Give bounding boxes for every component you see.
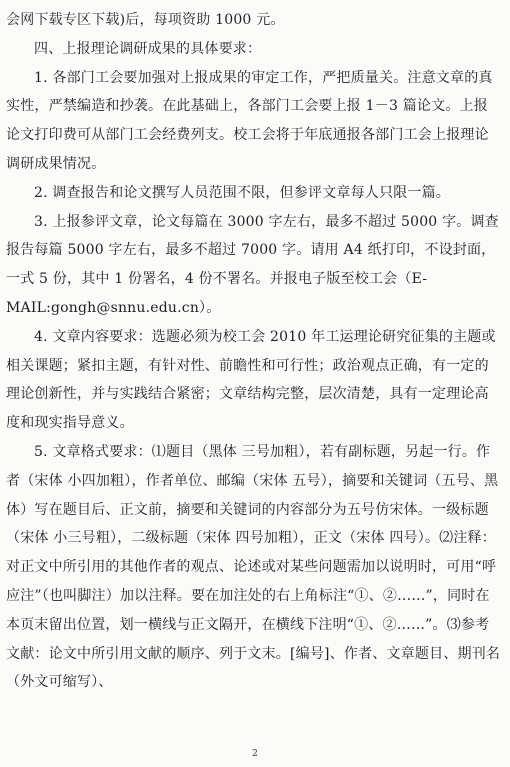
page-number: 2 <box>252 749 258 759</box>
section-heading: 四、上报理论调研成果的具体要求： <box>34 40 262 57</box>
paragraph-item-5: 5. 文章格式要求：⑴题目（黑体 三号加粗），若有副标题，另起一行。作者（宋体 小四加粗），作者单位、邮编（宋体 五号），摘要和关键词（五号、黑体）写在题目后、正文前，摘要和关键词的内容部分为五号仿宋体。一级标题（宋体 小三号粗），二级标题（宋体 四号加粗），正文（宋体 四号）。⑵注释：对正文中所引用的其他作者的观点、论述或对某些问题需加以说明时，可用“呼应注”（也叫脚注）加以注释。要在加注处的右上角标注“①、②……”，同时在本页末留出位置，划一横线与正文隔开，在横线下注明“①、②……”。⑶参考文献：论文中所引用文献的顺序、列于文末。[编号]、作者、文章题目、期刊名（外文可缩写）、 <box>6 443 501 691</box>
document-body <box>6 6 502 697</box>
paragraph-continuation: 会网下载专区下载)后，每项资助 1000 元。 <box>6 12 285 28</box>
paragraph-item-2: 2. 调查报告和论文撰写人员范围不限，但参评文章每人只限一篇。 <box>34 184 451 201</box>
paragraph-item-4: 4. 文章内容要求：选题必须为校工会 2010 年工运理论研究征集的主题或相关课题；紧扣主题，有针对性、前瞻性和可行性；政治观点正确，有一定的理论创新性，并与实践结合紧密；文章结构完整，层次清楚，具有一定理论高度和现实指导意义。 <box>6 328 496 432</box>
paragraph-item-3: 3. 上报参评文章，论文每篇在 3000 字左右，最多不超过 5000 字。调查报告每篇 5000 字左右，最多不超过 7000 字。请用 A4 纸打印，不设封面，一式 5 份，其中 1 份署名，4 份不署名。并报电子版至校工会（E-MAIL:gongh@snnu.edu.cn）。 <box>6 213 499 316</box>
paragraph-item-1: 1. 各部门工会要加强对上报成果的审定工作，严把质量关。注意文章的真实性，严禁编造和抄袭。在此基础上，各部门工会要上报 1－3 篇论文。上报论文打印费可从部门工会经费列支。校工会将于年底通报各部门工会上报理论调研成果情况。 <box>6 69 493 172</box>
